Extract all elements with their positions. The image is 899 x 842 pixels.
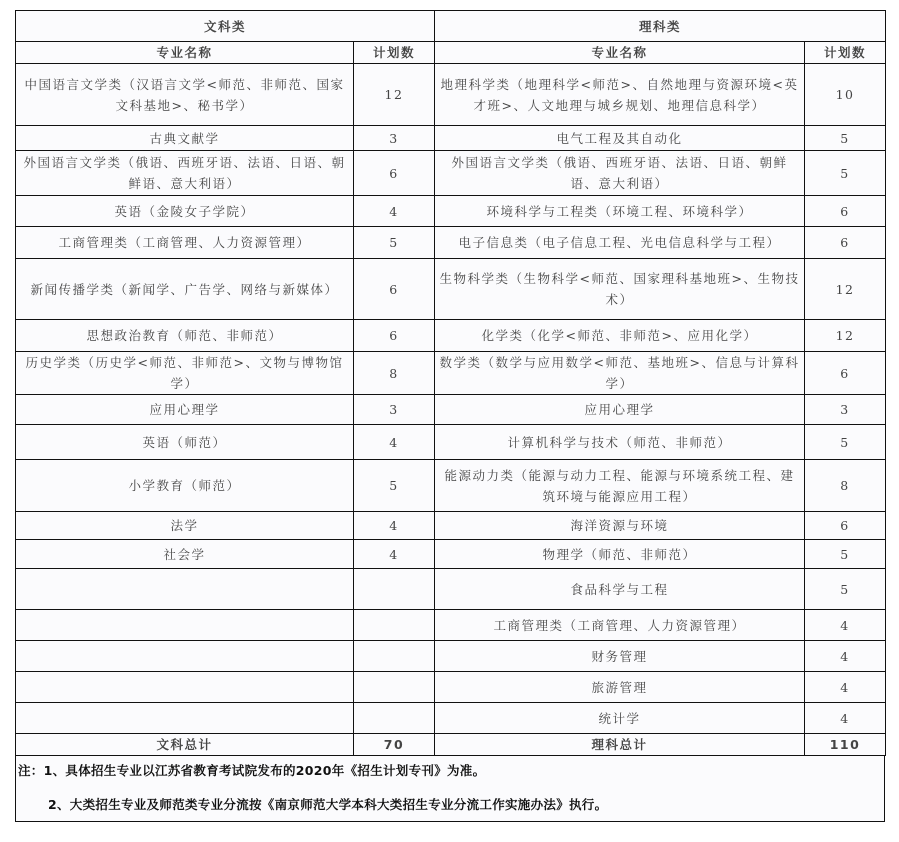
plan-count-left: 6 (354, 151, 435, 196)
plan-count-left: 12 (354, 64, 435, 126)
major-name-left: 法学 (16, 512, 354, 540)
science-total-label: 理科总计 (435, 734, 805, 756)
major-name-left (16, 610, 354, 641)
major-name-right: 旅游管理 (435, 672, 805, 703)
plan-count-right: 3 (805, 395, 886, 425)
note-1: 注：1、具体招生专业以江苏省教育考试院发布的2020年《招生计划专刊》为准。 (18, 763, 486, 778)
column-header-major-name-right: 专业名称 (435, 42, 805, 64)
major-name-left (16, 672, 354, 703)
major-name-left: 英语（师范） (16, 425, 354, 460)
column-header-count-left: 计划数 (354, 42, 435, 64)
major-name-right: 统计学 (435, 703, 805, 734)
major-name-left: 外国语言文学类（俄语、西班牙语、法语、日语、朝鲜语、意大利语） (16, 151, 354, 196)
table-row (16, 196, 886, 227)
column-header-row (16, 42, 886, 64)
table-row (16, 395, 886, 425)
column-header-count-right: 计划数 (805, 42, 886, 64)
plan-count-right: 6 (805, 196, 886, 227)
table-row (16, 672, 886, 703)
table-row (16, 320, 886, 352)
plan-count-right: 4 (805, 610, 886, 641)
major-name-left: 英语（金陵女子学院） (16, 196, 354, 227)
plan-count-left: 4 (354, 425, 435, 460)
major-name-right: 外国语言文学类（俄语、西班牙语、法语、日语、朝鲜语、意大利语） (435, 151, 805, 196)
major-name-right: 生物科学类（生物科学<师范、国家理科基地班>、生物技术） (435, 259, 805, 320)
plan-count-right: 12 (805, 320, 886, 352)
table-row (16, 512, 886, 540)
plan-count-right: 5 (805, 425, 886, 460)
plan-count-right: 5 (805, 569, 886, 610)
major-name-left: 应用心理学 (16, 395, 354, 425)
plan-count-left: 6 (354, 259, 435, 320)
liberal-arts-total-value: 70 (354, 734, 435, 756)
plan-count-left (354, 672, 435, 703)
science-total-value: 110 (805, 734, 886, 756)
major-name-right: 物理学（师范、非师范） (435, 540, 805, 569)
group-header-science: 理科类 (435, 11, 886, 42)
table-row (16, 569, 886, 610)
major-name-left: 历史学类（历史学<师范、非师范>、文物与博物馆学） (16, 352, 354, 395)
major-name-right: 食品科学与工程 (435, 569, 805, 610)
plan-count-left (354, 569, 435, 610)
totals-row (16, 734, 886, 756)
major-name-left: 工商管理类（工商管理、人力资源管理） (16, 227, 354, 259)
plan-count-right: 12 (805, 259, 886, 320)
plan-count-left: 5 (354, 227, 435, 259)
note-2: 2、大类招生专业及师范类专业分流按《南京师范大学本科大类招生专业分流工作实施办法》执行。 (48, 797, 608, 812)
plan-count-right: 4 (805, 641, 886, 672)
plan-count-left: 4 (354, 540, 435, 569)
plan-count-right: 5 (805, 126, 886, 151)
major-name-left: 社会学 (16, 540, 354, 569)
major-name-right: 工商管理类（工商管理、人力资源管理） (435, 610, 805, 641)
notes-section (15, 756, 885, 822)
major-name-right: 数学类（数学与应用数学<师范、基地班>、信息与计算科学） (435, 352, 805, 395)
plan-count-left (354, 703, 435, 734)
table-row (16, 610, 886, 641)
liberal-arts-total-label: 文科总计 (16, 734, 354, 756)
table-row (16, 64, 886, 126)
plan-count-left: 4 (354, 512, 435, 540)
major-name-left: 中国语言文学类（汉语言文学<师范、非师范、国家文科基地>、秘书学） (16, 64, 354, 126)
table-row (16, 641, 886, 672)
plan-count-left: 3 (354, 126, 435, 151)
major-name-right: 电气工程及其自动化 (435, 126, 805, 151)
major-name-right: 财务管理 (435, 641, 805, 672)
table-row (16, 425, 886, 460)
plan-count-right: 8 (805, 460, 886, 512)
table-row (16, 352, 886, 395)
major-name-left: 古典文献学 (16, 126, 354, 151)
major-name-right: 应用心理学 (435, 395, 805, 425)
plan-count-right: 6 (805, 227, 886, 259)
enrollment-plan-table (15, 10, 886, 756)
enrollment-plan-document (15, 10, 885, 822)
major-name-left: 新闻传播学类（新闻学、广告学、网络与新媒体） (16, 259, 354, 320)
table-row (16, 540, 886, 569)
major-name-right: 化学类（化学<师范、非师范>、应用化学） (435, 320, 805, 352)
major-name-left (16, 569, 354, 610)
plan-count-left: 8 (354, 352, 435, 395)
column-header-major-name-left: 专业名称 (16, 42, 354, 64)
table-row (16, 126, 886, 151)
plan-count-right: 5 (805, 151, 886, 196)
major-name-right: 环境科学与工程类（环境工程、环境科学） (435, 196, 805, 227)
plan-count-left (354, 610, 435, 641)
table-row (16, 259, 886, 320)
plan-count-left: 5 (354, 460, 435, 512)
plan-count-left (354, 641, 435, 672)
group-header-liberal-arts: 文科类 (16, 11, 435, 42)
major-name-left (16, 703, 354, 734)
major-name-right: 海洋资源与环境 (435, 512, 805, 540)
major-name-right: 能源动力类（能源与动力工程、能源与环境系统工程、建筑环境与能源应用工程） (435, 460, 805, 512)
major-name-right: 地理科学类（地理科学<师范>、自然地理与资源环境<英才班>、人文地理与城乡规划、地理信息科学） (435, 64, 805, 126)
table-row (16, 151, 886, 196)
plan-count-right: 6 (805, 352, 886, 395)
major-name-right: 电子信息类（电子信息工程、光电信息科学与工程） (435, 227, 805, 259)
plan-count-left: 4 (354, 196, 435, 227)
major-name-left (16, 641, 354, 672)
major-name-left: 小学教育（师范） (16, 460, 354, 512)
major-name-left: 思想政治教育（师范、非师范） (16, 320, 354, 352)
plan-count-left: 6 (354, 320, 435, 352)
plan-count-right: 6 (805, 512, 886, 540)
plan-count-right: 4 (805, 672, 886, 703)
plan-count-right: 5 (805, 540, 886, 569)
table-row (16, 460, 886, 512)
plan-count-left: 3 (354, 395, 435, 425)
table-row (16, 227, 886, 259)
major-name-right: 计算机科学与技术（师范、非师范） (435, 425, 805, 460)
plan-count-right: 4 (805, 703, 886, 734)
plan-count-right: 10 (805, 64, 886, 126)
group-header-row (16, 11, 886, 42)
table-row (16, 703, 886, 734)
